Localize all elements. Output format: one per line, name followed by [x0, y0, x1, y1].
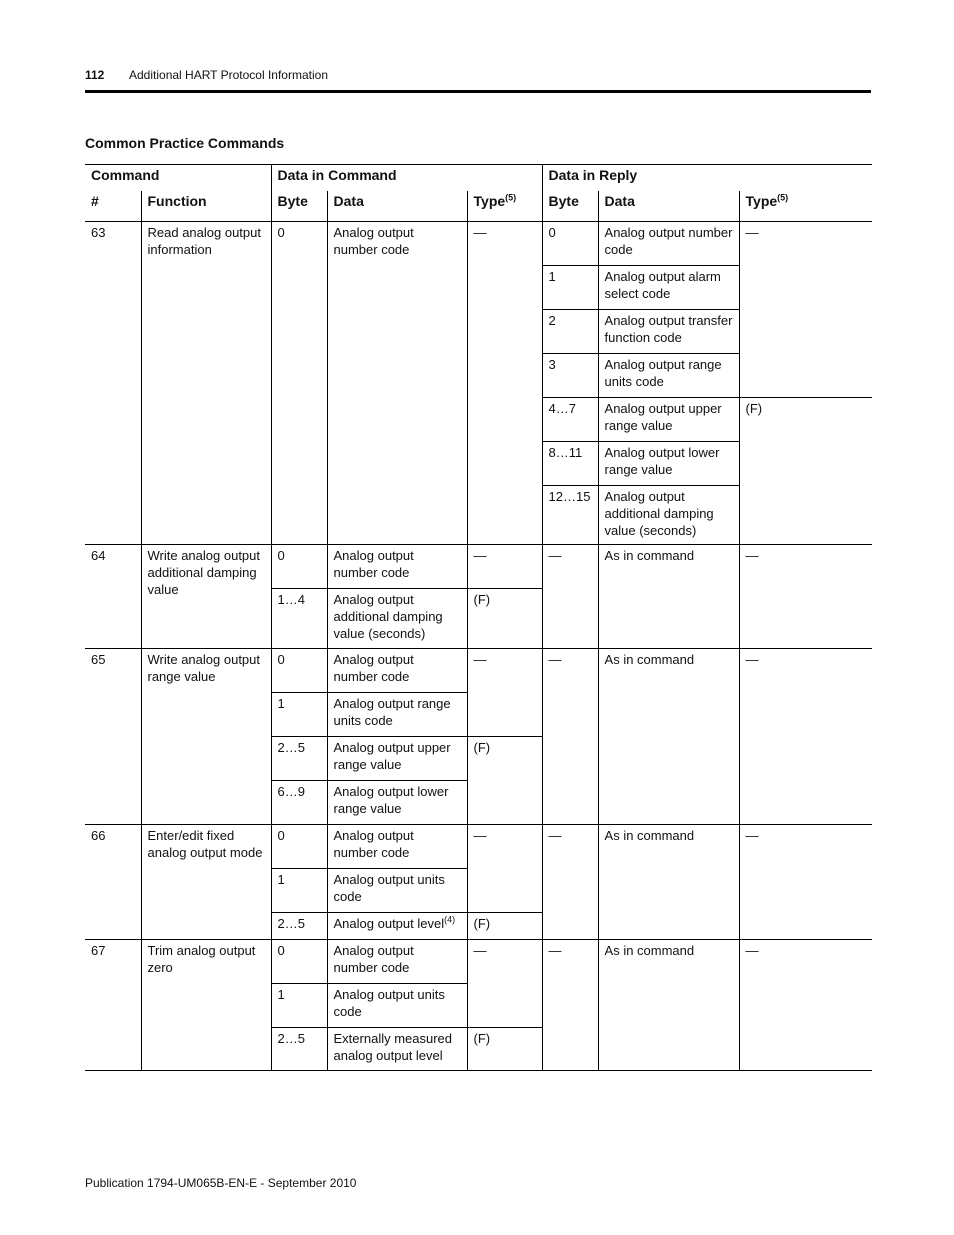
reply-byte: 3 — [542, 354, 598, 398]
page-footer: Publication 1794-UM065B-EN-E - September 2010 — [85, 1176, 357, 1190]
reply-data: Analog output number code — [598, 222, 739, 266]
col-cmd-data-header: Data — [327, 191, 467, 222]
reply-byte: — — [542, 940, 598, 1071]
cmd-byte: 1 — [271, 984, 327, 1028]
reply-type: — — [739, 825, 872, 940]
table-row — [85, 825, 872, 869]
type-label: Type — [745, 193, 778, 209]
cmd-function: Read analog output information — [141, 222, 271, 545]
cmd-number: 67 — [85, 940, 141, 1071]
cmd-function: Write analog output range value — [141, 649, 271, 825]
reply-data: Analog output range units code — [598, 354, 739, 398]
reply-data: Analog output lower range value — [598, 442, 739, 486]
cmd-data: Analog output number code — [327, 940, 467, 984]
reply-byte: 8…11 — [542, 442, 598, 486]
col-reply-type-header — [739, 191, 872, 222]
cmd-type: — — [467, 940, 542, 1028]
cmd-byte: 2…5 — [271, 737, 327, 781]
reply-data: Analog output additional damping value (seconds) — [598, 486, 739, 545]
cmd-type: — — [467, 825, 542, 913]
cmd-data: Analog output units code — [327, 984, 467, 1028]
cmd-byte: 0 — [271, 940, 327, 984]
cmd-byte: 0 — [271, 825, 327, 869]
cmd-function: Write analog output additional damping value — [141, 545, 271, 649]
reply-byte: — — [542, 825, 598, 940]
header-title: Additional HART Protocol Information — [129, 68, 328, 82]
cmd-data: Analog output range units code — [327, 693, 467, 737]
cmd-type: — — [467, 222, 542, 545]
reply-data: As in command — [598, 940, 739, 1071]
data-in-command-header: Data in Command — [271, 165, 542, 192]
reply-data: As in command — [598, 545, 739, 649]
reply-type: (F) — [739, 398, 872, 545]
cmd-byte: 6…9 — [271, 781, 327, 825]
cmd-data: Analog output number code — [327, 545, 467, 589]
cmd-function: Enter/edit fixed analog output mode — [141, 825, 271, 940]
table-row — [85, 649, 872, 693]
cmd-type: (F) — [467, 589, 542, 649]
cmd-data: Analog output number code — [327, 649, 467, 693]
level-label: Analog output level — [333, 916, 445, 931]
page-header — [85, 66, 871, 93]
cmd-byte: 2…5 — [271, 913, 327, 940]
reply-data: Analog output alarm select code — [598, 266, 739, 310]
cmd-byte: 1 — [271, 869, 327, 913]
col-cmd-byte-header: Byte — [271, 191, 327, 222]
table-row — [85, 545, 872, 589]
cmd-byte: 0 — [271, 222, 327, 545]
reply-type: — — [739, 545, 872, 649]
reply-byte: 0 — [542, 222, 598, 266]
common-practice-commands-table — [85, 164, 872, 1071]
column-header-row — [85, 191, 872, 222]
reply-byte: — — [542, 649, 598, 825]
col-num-header: # — [85, 191, 141, 222]
reply-type: — — [739, 940, 872, 1071]
reply-byte: 1 — [542, 266, 598, 310]
cmd-number: 63 — [85, 222, 141, 545]
cmd-data: Externally measured analog output level — [327, 1028, 467, 1071]
cmd-type: — — [467, 545, 542, 589]
footnote-ref: (5) — [505, 192, 517, 203]
cmd-number: 66 — [85, 825, 141, 940]
cmd-type: — — [467, 649, 542, 737]
col-reply-byte-header: Byte — [542, 191, 598, 222]
cmd-data: Analog output additional damping value (seconds) — [327, 589, 467, 649]
cmd-data: Analog output upper range value — [327, 737, 467, 781]
reply-data: Analog output upper range value — [598, 398, 739, 442]
reply-data: Analog output transfer function code — [598, 310, 739, 354]
command-group-header: Command — [85, 165, 271, 192]
table-row — [85, 222, 872, 266]
section-title: Common Practice Commands — [85, 135, 285, 151]
cmd-byte: 0 — [271, 545, 327, 589]
reply-data: As in command — [598, 649, 739, 825]
cmd-byte: 1 — [271, 693, 327, 737]
cmd-data: Analog output number code — [327, 222, 467, 545]
data-in-reply-header: Data in Reply — [542, 165, 872, 192]
type-label: Type — [473, 193, 506, 209]
cmd-byte: 0 — [271, 649, 327, 693]
cmd-type: (F) — [467, 737, 542, 825]
col-function-header: Function — [141, 191, 271, 222]
page-number: 112 — [85, 68, 105, 82]
reply-data: As in command — [598, 825, 739, 940]
cmd-type: (F) — [467, 913, 542, 940]
footnote-ref: (4) — [444, 914, 456, 925]
cmd-data — [327, 913, 467, 940]
cmd-data: Analog output number code — [327, 825, 467, 869]
col-reply-data-header: Data — [598, 191, 739, 222]
cmd-function: Trim analog output zero — [141, 940, 271, 1071]
col-cmd-type-header — [467, 191, 542, 222]
reply-byte: — — [542, 545, 598, 649]
footnote-ref: (5) — [777, 192, 789, 203]
reply-byte: 12…15 — [542, 486, 598, 545]
cmd-byte: 2…5 — [271, 1028, 327, 1071]
reply-type: — — [739, 222, 872, 398]
table-row — [85, 940, 872, 984]
cmd-number: 64 — [85, 545, 141, 649]
cmd-data: Analog output lower range value — [327, 781, 467, 825]
reply-byte: 2 — [542, 310, 598, 354]
cmd-type: (F) — [467, 1028, 542, 1071]
reply-type: — — [739, 649, 872, 825]
cmd-number: 65 — [85, 649, 141, 825]
reply-byte: 4…7 — [542, 398, 598, 442]
cmd-data: Analog output units code — [327, 869, 467, 913]
cmd-byte: 1…4 — [271, 589, 327, 649]
group-header-row — [85, 165, 872, 192]
